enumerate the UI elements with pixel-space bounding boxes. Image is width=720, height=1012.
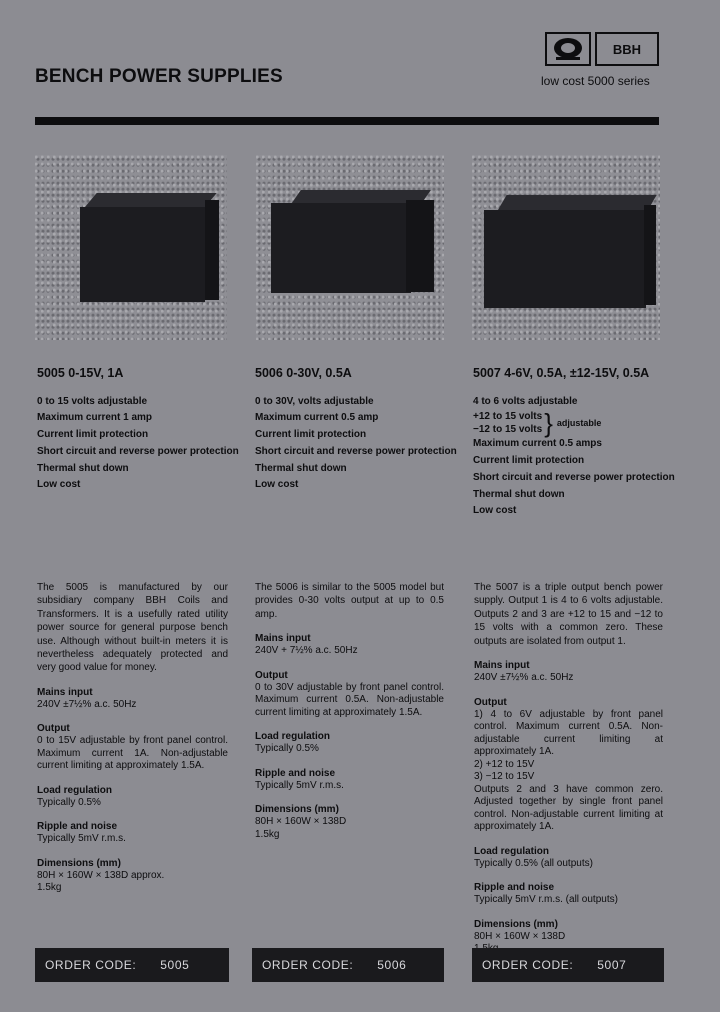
brace-label: adjustable	[556, 418, 602, 429]
spec-value: Typically 0.5%	[37, 796, 101, 808]
order-code-value: 5007	[597, 958, 627, 972]
spec-value: 240V ±7½% a.c. 50Hz	[474, 672, 574, 684]
spec-heading: Mains input	[474, 660, 530, 672]
feature-item: Short circuit and reverse power protection	[255, 445, 457, 457]
spec-heading: Load regulation	[474, 845, 549, 857]
spec-block	[37, 857, 228, 895]
product-column-5005	[37, 365, 239, 494]
product-column-5006	[255, 365, 457, 494]
feature-item: Maximum current 1 amp	[37, 412, 153, 424]
feature-item: 4 to 6 volts adjustable	[473, 395, 578, 407]
description-text: The 5005 is manufactured by our subsidiary company BBH Coils and Transformers. It is a usefully rated utility power source for general purpose bench use. Although without built-in meters it is nevertheless adequately protected and very good value for money.	[37, 582, 228, 674]
order-code-5005	[35, 948, 229, 982]
feature-item: +12 to 15 volts	[473, 411, 543, 423]
spec-heading: Ripple and noise	[37, 821, 118, 833]
spec-heading: Load regulation	[255, 731, 330, 743]
spec-block	[37, 784, 228, 810]
logo-text: BBH	[595, 32, 659, 66]
feature-item: Low cost	[37, 479, 81, 491]
spec-value: 1) 4 to 6V adjustable by front panel control. Maximum current 0.5A. Non-adjustable current limiting at approximately 1A.	[474, 708, 663, 758]
feature-item: Low cost	[473, 505, 517, 517]
spec-heading: Dimensions (mm)	[37, 857, 121, 869]
order-code-label: ORDER CODE:	[45, 958, 137, 972]
logo-mark-icon	[545, 32, 591, 66]
spec-value: 0 to 15V adjustable by front panel control. Maximum current 1A. Non-adjustable current limiting at approximately 1.5A.	[37, 735, 228, 772]
description-5007	[474, 581, 663, 956]
model-heading: 5005 0-15V, 1A	[37, 366, 124, 380]
spec-value: 240V + 7½% a.c. 50Hz	[255, 645, 358, 657]
header-rule	[35, 117, 659, 125]
spec-block	[37, 686, 228, 712]
feature-item: Low cost	[255, 479, 299, 491]
feature-item: Maximum current 0.5 amp	[255, 412, 379, 424]
spec-heading: Output	[474, 696, 507, 708]
product-photo-5006	[256, 155, 444, 340]
description-text: The 5006 is similar to the 5005 model but provides 0-30 volts output at up to 0.5 amp.	[255, 582, 444, 620]
spec-value: Typically 0.5%	[255, 743, 319, 755]
series-label: low cost 5000 series	[541, 74, 650, 88]
spec-value: 1.5kg	[255, 828, 280, 840]
order-code-5006	[252, 948, 444, 982]
feature-item: Current limit protection	[255, 429, 367, 441]
feature-item: Maximum current 0.5 amps	[473, 438, 602, 450]
feature-item: Thermal shut down	[473, 488, 565, 500]
spec-block	[474, 659, 663, 685]
spec-value: 0 to 30V adjustable by front panel control. Maximum current 0.5A. Non-adjustable current limiting at approximately 1.5A.	[255, 681, 444, 718]
spec-block	[255, 803, 444, 841]
spec-block	[474, 696, 663, 834]
order-code-value: 5005	[160, 958, 190, 972]
spec-block	[255, 767, 444, 793]
spec-block	[37, 722, 228, 773]
spec-value: 80H × 160W × 138D approx.	[37, 869, 165, 881]
spec-heading: Output	[255, 669, 288, 681]
spec-value: Typically 0.5% (all outputs)	[474, 857, 593, 869]
page-title: BENCH POWER SUPPLIES	[35, 66, 283, 87]
spec-block	[255, 730, 444, 756]
feature-item: Short circuit and reverse power protection	[37, 445, 239, 457]
brace-icon: }	[544, 408, 553, 439]
spec-value: 80H × 160W × 138D	[255, 816, 347, 828]
feature-item: Current limit protection	[473, 455, 585, 467]
description-5006	[255, 581, 444, 841]
description-text: The 5007 is a triple output bench power supply. Output 1 is 4 to 6 volts adjustable. Outputs 2 and 3 are +12 to 15 and −12 to 15 volts with a common zero. These outputs are isolated from output 1.	[474, 582, 663, 647]
spec-heading: Mains input	[37, 686, 93, 698]
spec-value: Outputs 2 and 3 have common zero. Adjusted together by single front panel control. Non-adjustable current limiting at approximately 1A.	[474, 783, 663, 833]
spec-heading: Dimensions (mm)	[474, 918, 558, 930]
order-code-label: ORDER CODE:	[482, 958, 574, 972]
order-code-5007	[472, 948, 664, 982]
spec-heading: Mains input	[255, 633, 311, 645]
spec-heading: Ripple and noise	[474, 882, 555, 894]
feature-item: 0 to 15 volts adjustable	[37, 395, 148, 407]
order-code-label: ORDER CODE:	[262, 958, 354, 972]
spec-block	[474, 845, 663, 871]
feature-item: Thermal shut down	[37, 462, 129, 474]
feature-item: Short circuit and reverse power protection	[473, 471, 675, 483]
spec-value: 80H × 160W × 138D	[474, 930, 566, 942]
spec-block	[255, 669, 444, 720]
spec-heading: Ripple and noise	[255, 767, 336, 779]
model-heading: 5007 4-6V, 0.5A, ±12-15V, 0.5A	[473, 366, 650, 380]
spec-value: Typically 5mV r.m.s.	[255, 779, 344, 791]
company-logo	[545, 32, 659, 68]
spec-block	[255, 632, 444, 658]
spec-value: Typically 5mV r.m.s.	[37, 833, 126, 845]
product-photo-5005	[35, 155, 227, 340]
order-code-value: 5006	[377, 958, 407, 972]
description-5005	[37, 581, 228, 895]
spec-heading: Output	[37, 723, 70, 735]
spec-block	[474, 881, 663, 907]
spec-heading: Dimensions (mm)	[255, 804, 339, 816]
adjustable-group	[473, 408, 673, 439]
feature-item: −12 to 15 volts	[473, 424, 543, 436]
spec-value: Typically 5mV r.m.s. (all outputs)	[474, 894, 618, 906]
product-photo-5007	[472, 155, 660, 340]
model-heading: 5006 0-30V, 0.5A	[255, 366, 352, 380]
spec-value: 3) −12 to 15V	[474, 771, 535, 783]
spec-block	[37, 820, 228, 846]
spec-heading: Load regulation	[37, 784, 112, 796]
product-column-5007	[473, 365, 673, 520]
feature-item: Thermal shut down	[255, 462, 347, 474]
spec-value: 1.5kg	[37, 882, 62, 894]
spec-value: 240V ±7½% a.c. 50Hz	[37, 698, 137, 710]
feature-item: Current limit protection	[37, 429, 149, 441]
spec-value: 2) +12 to 15V	[474, 758, 535, 770]
feature-item: 0 to 30V, volts adjustable	[255, 395, 374, 407]
